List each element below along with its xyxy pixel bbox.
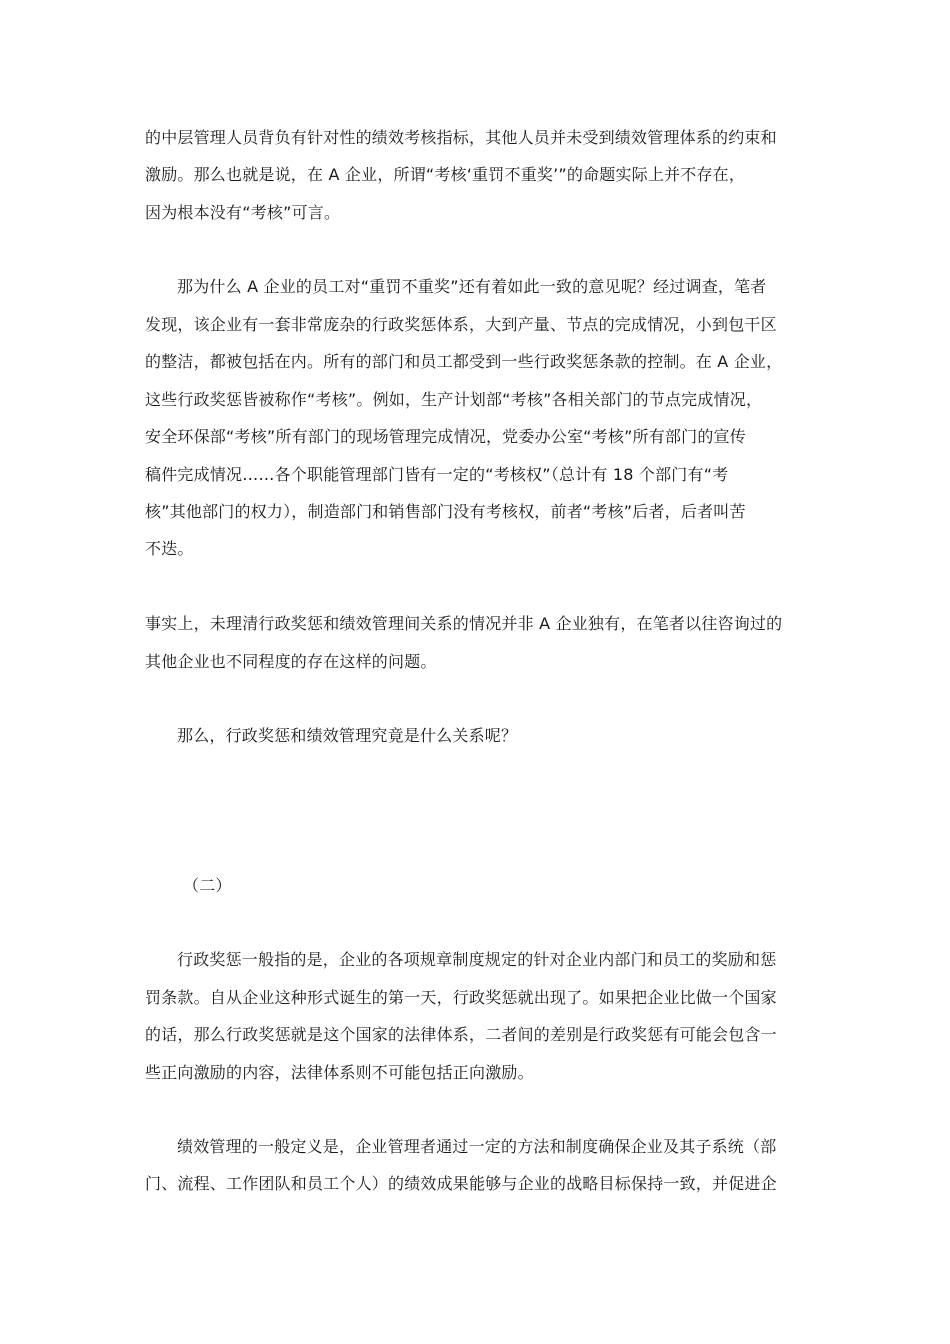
text-line: 核”其他部门的权力），制造部门和销售部门没有考核权，前者“考核”后者，后者叫苦 — [145, 502, 746, 521]
text-line: 不迭。 — [145, 539, 194, 558]
text-line: 些正向激励的内容，法律体系则不可能包括正向激励。 — [145, 1063, 534, 1082]
text-line: 绩效管理的一般定义是，企业管理者通过一定的方法和制度确保企业及其子系统（部 — [177, 1137, 777, 1156]
text-line: 罚条款。自从企业这种形式诞生的第一天，行政奖惩就出现了。如果把企业比做一个国家 — [145, 988, 777, 1007]
text-line: 因为根本没有“考核”可言。 — [145, 203, 341, 222]
text-line: 安全环保部“考核”所有部门的现场管理完成情况，党委办公室“考核”所有部门的宣传 — [145, 427, 746, 446]
text-line: 的整洁，都被包括在内。所有的部门和员工都受到一些行政奖惩条款的控制。在 A 企业， — [145, 352, 783, 371]
text-line: 门、流程、工作团队和员工个人）的绩效成果能够与企业的战略目标保持一致，并促进企 — [145, 1174, 777, 1193]
text-line: 那么，行政奖惩和绩效管理究竟是什么关系呢？ — [177, 726, 518, 745]
text-line: 的话，那么行政奖惩就是这个国家的法律体系，二者间的差别是行政奖惩有可能会包含一 — [145, 1025, 777, 1044]
text-line: 行政奖惩一般指的是，企业的各项规章制度规定的针对企业内部门和员工的奖励和惩 — [177, 950, 777, 969]
text-line: 发现，该企业有一套非常庞杂的行政奖惩体系，大到产量、节点的完成情况，小到包干区 — [145, 315, 777, 334]
text-line: 事实上，未理清行政奖惩和绩效管理间关系的情况并非 A 企业独有，在笔者以往咨询过的 — [145, 614, 783, 633]
text-line: 这些行政奖惩皆被称作“考核”。例如，生产计划部“考核”各相关部门的节点完成情况， — [145, 390, 763, 409]
section-heading: （二） — [183, 876, 232, 895]
text-line: 那为什么 A 企业的员工对“重罚不重奖”还有着如此一致的意见呢？经过调查，笔者 — [177, 277, 767, 296]
text-line: 激励。那么也就是说，在 A 企业，所谓“考核‘重罚不重奖’”的命题实际上并不存在， — [145, 165, 746, 184]
text-line: 的中层管理人员背负有针对性的绩效考核指标，其他人员并未受到绩效管理体系的约束和 — [145, 128, 777, 147]
text-line: 其他企业也不同程度的存在这样的问题。 — [145, 652, 437, 671]
text-line: 稿件完成情况……各个职能管理部门皆有一定的“考核权”（总计有 18 个部门有“考 — [145, 465, 729, 484]
